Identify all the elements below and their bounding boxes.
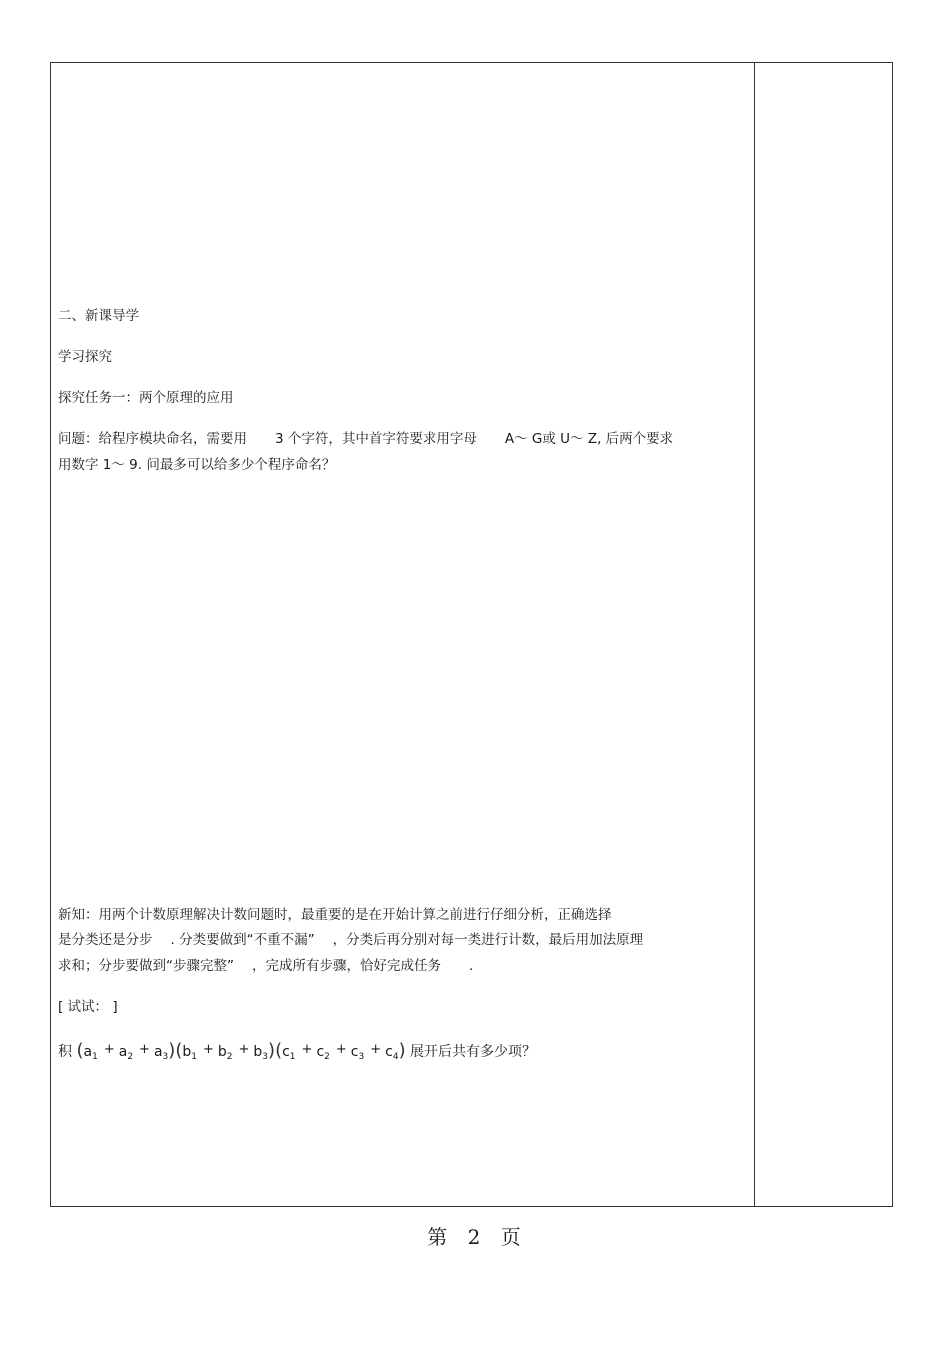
worksheet-table xyxy=(50,62,893,1207)
formula-term: $a_2$ xyxy=(118,1044,134,1062)
new-knowledge-line-2-part-b: . 分类要做到“不重不漏” xyxy=(170,932,315,948)
formula-term: $b_1$ xyxy=(182,1044,197,1062)
problem-line-1 xyxy=(58,430,673,448)
formula-plus: + xyxy=(335,1042,347,1057)
formula-expression xyxy=(76,1040,406,1062)
formula-suffix: 展开后共有多少项？ xyxy=(410,1044,537,1060)
formula-plus: + xyxy=(139,1042,150,1057)
formula-term: $c_2$ xyxy=(316,1044,330,1062)
formula-plus: + xyxy=(238,1042,250,1057)
page-footer-prefix: 第 xyxy=(427,1225,450,1249)
new-knowledge-line-3-part-c: . xyxy=(469,958,474,974)
formula-term: $c_3$ xyxy=(350,1044,365,1062)
formula-term: $a_3$ xyxy=(153,1044,169,1062)
page-footer-suffix: 页 xyxy=(500,1225,523,1249)
page-number: 2 xyxy=(467,1225,483,1249)
formula-plus: + xyxy=(202,1042,214,1057)
page-footer xyxy=(0,1221,950,1250)
problem-line-1-part-c: A～ G或 U～ Z, 后两个要求 xyxy=(504,431,674,447)
new-knowledge-line-3-part-a: 求和；分步要做到“步骤完整” xyxy=(58,958,234,974)
formula-open-paren: ( xyxy=(175,1040,183,1061)
problem-line-2: 用数字 1～ 9. 问最多可以给多少个程序命名？ xyxy=(58,457,336,473)
formula-close-paren: ) xyxy=(168,1040,176,1061)
side-notes-column xyxy=(756,63,892,1206)
formula-plus: + xyxy=(103,1042,115,1057)
section-heading: 二、新课导学 xyxy=(58,308,139,324)
study-heading: 学习探究 xyxy=(58,349,112,365)
formula-prefix: 积 xyxy=(58,1044,72,1060)
formula-plus: + xyxy=(370,1042,382,1057)
formula-term: $c_1$ xyxy=(282,1044,296,1062)
new-knowledge-line-2 xyxy=(58,931,643,949)
formula-term: $b_2$ xyxy=(217,1044,233,1062)
problem-line-1-part-b: 3 个字符，其中首字符要求用字母 xyxy=(275,431,477,447)
new-knowledge-line-2-part-c: ，分类后再分别对每一类进行计数，最后用加法原理 xyxy=(332,932,644,948)
new-knowledge-line-2-part-a: 是分类还是分步 xyxy=(58,932,153,948)
column-divider xyxy=(754,63,755,1206)
formula-term: $a_1$ xyxy=(83,1044,98,1062)
formula-open-paren: ( xyxy=(275,1040,283,1061)
new-knowledge-line-1: 新知：用两个计数原理解决计数问题时，最重要的是在开始计算之前进行仔细分析，正确选择 xyxy=(58,907,612,923)
problem-line-1-part-a: 问题：给程序模块命名，需要用 xyxy=(58,431,247,447)
product-formula xyxy=(58,1040,536,1068)
formula-close-paren: ) xyxy=(268,1040,276,1061)
main-content-column xyxy=(51,63,754,1206)
task-heading: 探究任务一：两个原理的应用 xyxy=(58,390,234,406)
formula-plus: + xyxy=(301,1042,313,1057)
formula-term: $b_3$ xyxy=(253,1044,269,1062)
formula-term: $c_4$ xyxy=(385,1044,399,1062)
new-knowledge-line-3-part-b: ，完成所有步骤，恰好完成任务 xyxy=(252,958,441,974)
new-knowledge-line-3 xyxy=(58,957,473,975)
formula-open-paren: ( xyxy=(76,1040,84,1061)
try-label: [ 试试： ] xyxy=(58,999,118,1015)
formula-close-paren: ) xyxy=(398,1040,406,1061)
